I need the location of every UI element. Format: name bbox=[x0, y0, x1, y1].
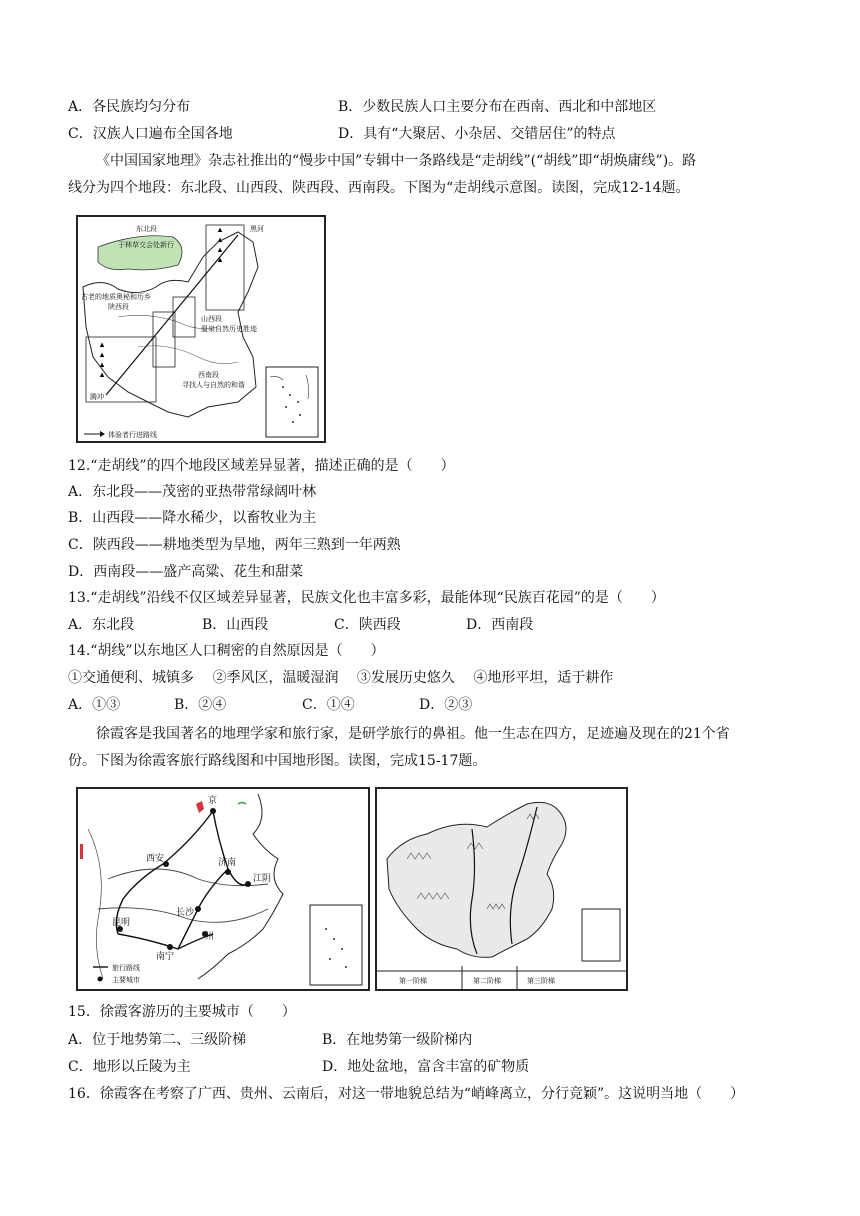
q14-option-b: B．②④ bbox=[174, 697, 227, 713]
svg-text:温泉自然历史胜迹: 温泉自然历史胜迹 bbox=[201, 325, 257, 333]
xu-route-map bbox=[76, 787, 370, 991]
hu-line-map bbox=[76, 215, 326, 443]
q12-option-a: A．东北段——茂密的亚热带常绿阔叶林 bbox=[68, 484, 317, 500]
q15-stem: 15．徐霞客游历的主要城市（ ） bbox=[68, 1004, 296, 1020]
svg-text:古老的地质奥秘和历乡: 古老的地质奥秘和历乡 bbox=[81, 293, 151, 301]
svg-text:于林草交会处新行: 于林草交会处新行 bbox=[118, 241, 174, 249]
svg-text:东北段: 东北段 bbox=[136, 225, 157, 233]
q13-option-c: C．陕西段 bbox=[334, 617, 401, 633]
q13-option-a: A．东北段 bbox=[68, 617, 135, 633]
q13-option-d: D．西南段 bbox=[466, 617, 534, 633]
red-marker-edge bbox=[80, 844, 83, 859]
q12-option-b: B．山西段——降水稀少，以畜牧业为主 bbox=[68, 510, 317, 526]
q12-option-d: D．西南段——盛产高粱、花生和甜菜 bbox=[68, 564, 304, 580]
svg-text:第一阶梯: 第一阶梯 bbox=[399, 977, 427, 985]
svg-text:京: 京 bbox=[208, 796, 218, 806]
svg-text:第三阶梯: 第三阶梯 bbox=[527, 977, 555, 985]
south-china-sea-inset-3 bbox=[582, 909, 620, 961]
q13-option-b: B．山西段 bbox=[202, 617, 269, 633]
q14-option-c: C．①④ bbox=[302, 697, 355, 713]
south-china-sea-inset-2 bbox=[310, 905, 362, 985]
china-terrain-map bbox=[375, 787, 628, 991]
travel-routes bbox=[116, 811, 248, 949]
svg-text:黑河: 黑河 bbox=[250, 225, 264, 233]
intro-hu-line2: 线分为四个地段：东北段、山西段、陕西段、西南段。下图为“走胡线示意图。读图，完成12-14题。 bbox=[68, 180, 690, 196]
south-china-sea-inset bbox=[266, 367, 318, 437]
q12-option-c: C．陕西段——耕地类型为旱地，两年三熟到一年两熟 bbox=[68, 537, 401, 553]
svg-text:寻找人与自然的和谐: 寻找人与自然的和谐 bbox=[182, 381, 245, 389]
svg-text:体验者行进路线: 体验者行进路线 bbox=[108, 431, 157, 439]
svg-text:西安: 西安 bbox=[146, 854, 165, 864]
q14-option-a: A．①③ bbox=[68, 697, 121, 713]
q13-stem: 13.“走胡线”沿线不仅区域差异显著，民族文化也丰富多彩，最能体现“民族百花园”的是（ ） bbox=[68, 590, 665, 606]
svg-text:第二阶梯: 第二阶梯 bbox=[473, 977, 501, 985]
svg-text:山西段: 山西段 bbox=[201, 315, 222, 323]
intro-hu-line1: 《中国国家地理》杂志社推出的“慢步中国”专辑中一条路线是“走胡线”(“胡线”即“胡焕庸线”)。路 bbox=[96, 153, 697, 169]
q15-option-d: D．地处盆地，富含丰富的矿物质 bbox=[322, 1059, 530, 1075]
svg-text:旅行路线: 旅行路线 bbox=[112, 964, 140, 972]
svg-text:陕西段: 陕西段 bbox=[108, 303, 129, 311]
q11-option-b: B．少数民族人口主要分布在西南、西北和中部地区 bbox=[338, 99, 657, 115]
svg-text:江阴: 江阴 bbox=[253, 874, 272, 884]
q15-option-b: B．在地势第一级阶梯内 bbox=[322, 1032, 473, 1048]
svg-text:西南段: 西南段 bbox=[198, 371, 219, 379]
q11-option-a: A．各民族均匀分布 bbox=[68, 99, 191, 115]
svg-text:腾冲: 腾冲 bbox=[90, 393, 104, 401]
intro-xu-line1: 徐霞客是我国著名的地理学家和旅行家，是研学旅行的鼻祖。他一生志在四方，足迹遍及现在的21个省 bbox=[96, 726, 730, 742]
q11-option-c: C．汉族人口遍布全国各地 bbox=[68, 126, 233, 142]
q11-option-d: D．具有“大聚居、小杂居、交错居住”的特点 bbox=[338, 126, 616, 142]
svg-text:主要城市: 主要城市 bbox=[112, 976, 140, 984]
q16-stem: 16．徐霞客在考察了广西、贵州、云南后，对这一带地貌总结为“峭峰离立，分行竞颖”。这说明当地（ ） bbox=[68, 1086, 745, 1102]
q15-option-a: A．位于地势第二、三级阶梯 bbox=[68, 1032, 247, 1048]
svg-text:昆明: 昆明 bbox=[112, 918, 131, 928]
q15-option-c: C．地形以丘陵为主 bbox=[68, 1059, 191, 1075]
intro-xu-line2: 份。下图为徐霞客旅行路线图和中国地形图。读图，完成15-17题。 bbox=[68, 753, 487, 769]
svg-text:济南: 济南 bbox=[218, 858, 237, 868]
q14-stem: 14.“胡线”以东地区人口稠密的自然原因是（ ） bbox=[68, 643, 385, 659]
q12-stem: 12.“走胡线”的四个地段区域差异显著，描述正确的是（ ） bbox=[68, 458, 455, 474]
q14-items: ①交通便利、城镇多 ②季风区，温暖湿润 ③发展历史悠久 ④地形平坦，适于耕作 bbox=[68, 670, 614, 686]
svg-text:长沙: 长沙 bbox=[176, 908, 195, 918]
svg-text:南宁: 南宁 bbox=[156, 952, 175, 962]
q14-option-d: D．②③ bbox=[419, 697, 473, 713]
svg-text:州: 州 bbox=[205, 932, 215, 942]
segment-box-shanxi bbox=[173, 297, 195, 337]
red-marker-beijing bbox=[196, 801, 204, 813]
